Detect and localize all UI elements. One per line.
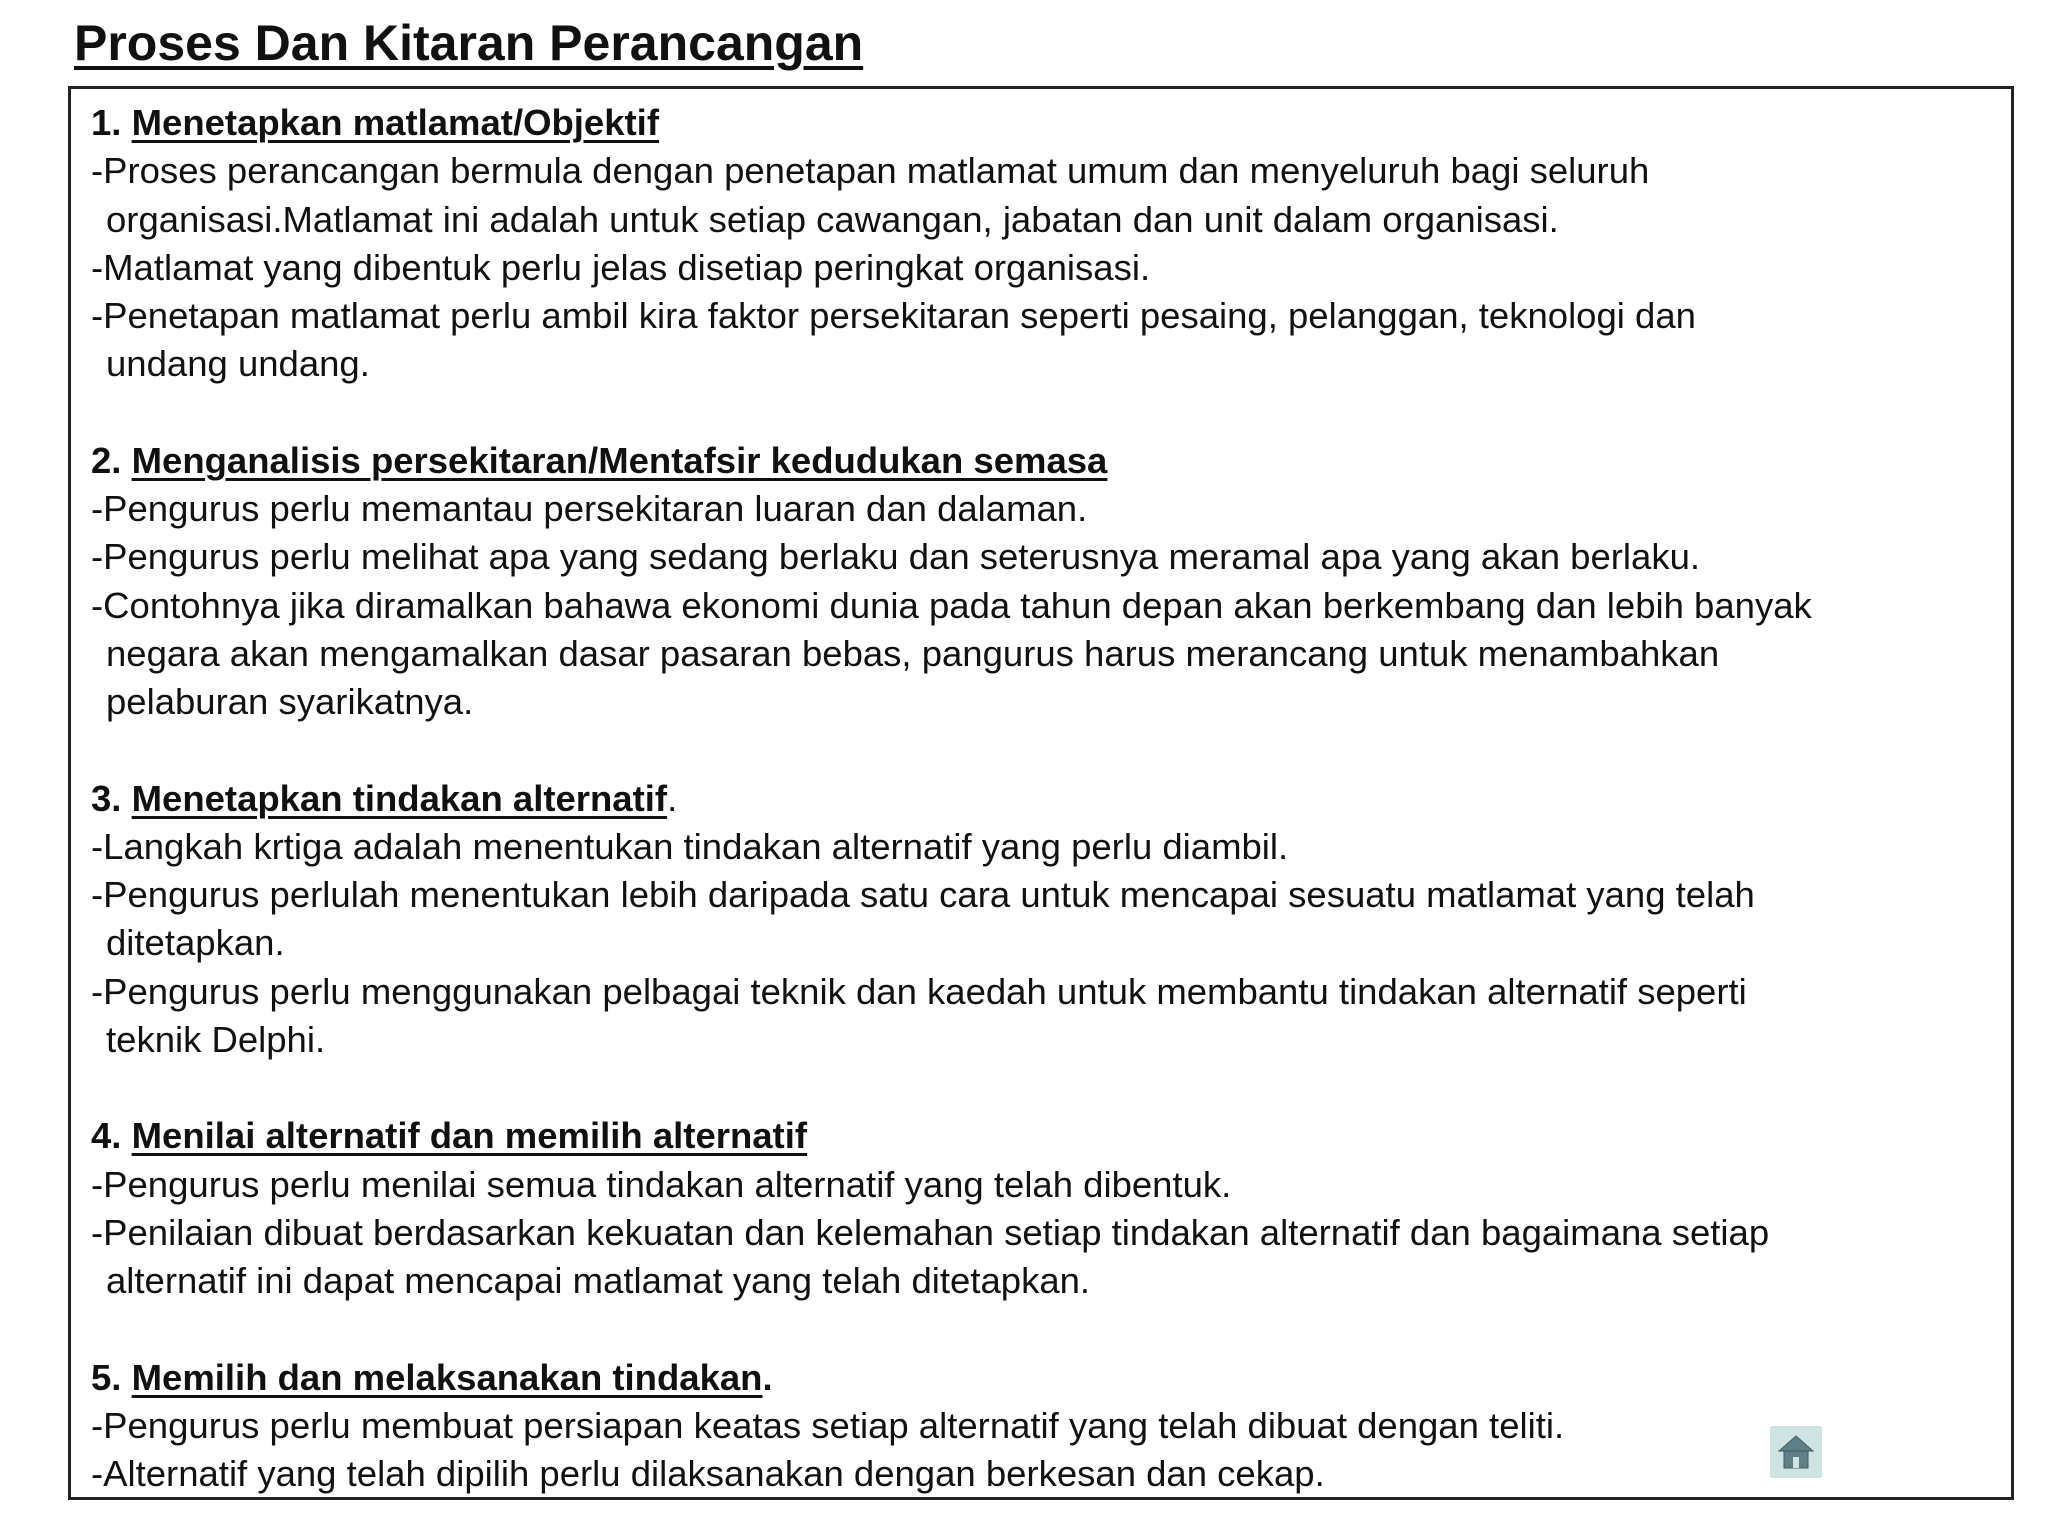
home-icon (1776, 1432, 1816, 1472)
section-title: Memilih dan melaksanakan tindakan (131, 1356, 763, 1398)
body-line: -Alternatif yang telah dipilih perlu dilaksanakan dengan berkesan dan cekap. (91, 1453, 1325, 1495)
section-heading (91, 99, 1991, 147)
body-line: -Pengurus perlulah menentukan lebih daripada satu cara untuk mencapai sesuatu matlamat yang telah (91, 874, 1755, 916)
section-title: Menganalisis persekitaran/Mentafsir kedudukan semasa (131, 439, 1108, 481)
body-line: teknik Delphi. (106, 1019, 326, 1061)
section-heading (91, 775, 1991, 823)
body-line: undang undang. (106, 343, 370, 385)
section-heading (91, 1112, 1991, 1160)
body-line: pelaburan syarikatnya. (106, 681, 474, 723)
body-line: -Langkah krtiga adalah menentukan tindakan alternatif yang perlu diambil. (91, 825, 1289, 867)
content-box (68, 86, 2014, 1500)
section-2 (91, 437, 1991, 727)
body-line: -Pengurus perlu memantau persekitaran luaran dan dalaman. (91, 488, 1088, 530)
section-3 (91, 775, 1991, 1065)
section-title: Menetapkan matlamat/Objektif (131, 102, 659, 143)
body-line: -Penilaian dibuat berdasarkan kekuatan dan kelemahan setiap tindakan alternatif dan bagaimana setiap (91, 1211, 1770, 1253)
section-1 (91, 99, 1991, 389)
body-line: ditetapkan. (106, 922, 285, 964)
body-line: organisasi.Matlamat ini adalah untuk setiap cawangan, jabatan dan unit dalam organisasi. (106, 198, 1559, 240)
body-line: -Penetapan matlamat perlu ambil kira faktor persekitaran seperti pesaing, pelanggan, teknologi dan (91, 295, 1696, 337)
section-number: 5. (91, 1356, 122, 1398)
section-title-suffix: . (762, 1356, 773, 1398)
section-4 (91, 1112, 1991, 1305)
home-button[interactable] (1770, 1426, 1822, 1478)
section-heading (91, 1354, 1991, 1402)
body-line: -Pengurus perlu melihat apa yang sedang berlaku dan seterusnya meramal apa yang akan berlaku. (91, 536, 1701, 578)
section-number: 1. (91, 102, 122, 143)
body-line: negara akan mengamalkan dasar pasaran bebas, pangurus harus merancang untuk menambahkan (106, 632, 1720, 674)
section-heading (91, 437, 1991, 485)
section-number: 3. (91, 777, 122, 819)
content-list (91, 99, 1991, 1498)
body-line: -Matlamat yang dibentuk perlu jelas disetiap peringkat organisasi. (91, 246, 1151, 288)
body-line: -Pengurus perlu menggunakan pelbagai teknik dan kaedah untuk membantu tindakan alternatif seperti (91, 970, 1747, 1012)
body-line: -Contohnya jika diramalkan bahawa ekonomi dunia pada tahun depan akan berkembang dan lebih banyak (91, 584, 1812, 626)
body-line: -Pengurus perlu membuat persiapan keatas setiap alternatif yang telah dibuat dengan teliti. (91, 1404, 1565, 1446)
page-title: Proses Dan Kitaran Perancangan (74, 15, 864, 71)
section-5 (91, 1354, 1991, 1499)
body-line: alternatif ini dapat mencapai matlamat yang telah ditetapkan. (106, 1260, 1091, 1302)
body-line: -Proses perancangan bermula dengan penetapan matlamat umum dan menyeluruh bagi seluruh (91, 150, 1650, 192)
section-number: 4. (91, 1115, 122, 1157)
section-number: 2. (91, 439, 122, 481)
section-title: Menetapkan tindakan alternatif (131, 777, 668, 819)
section-title-suffix: . (667, 777, 678, 819)
body-line: -Pengurus perlu menilai semua tindakan alternatif yang telah dibentuk. (91, 1163, 1232, 1205)
section-title: Menilai alternatif dan memilih alternatif (131, 1115, 808, 1157)
